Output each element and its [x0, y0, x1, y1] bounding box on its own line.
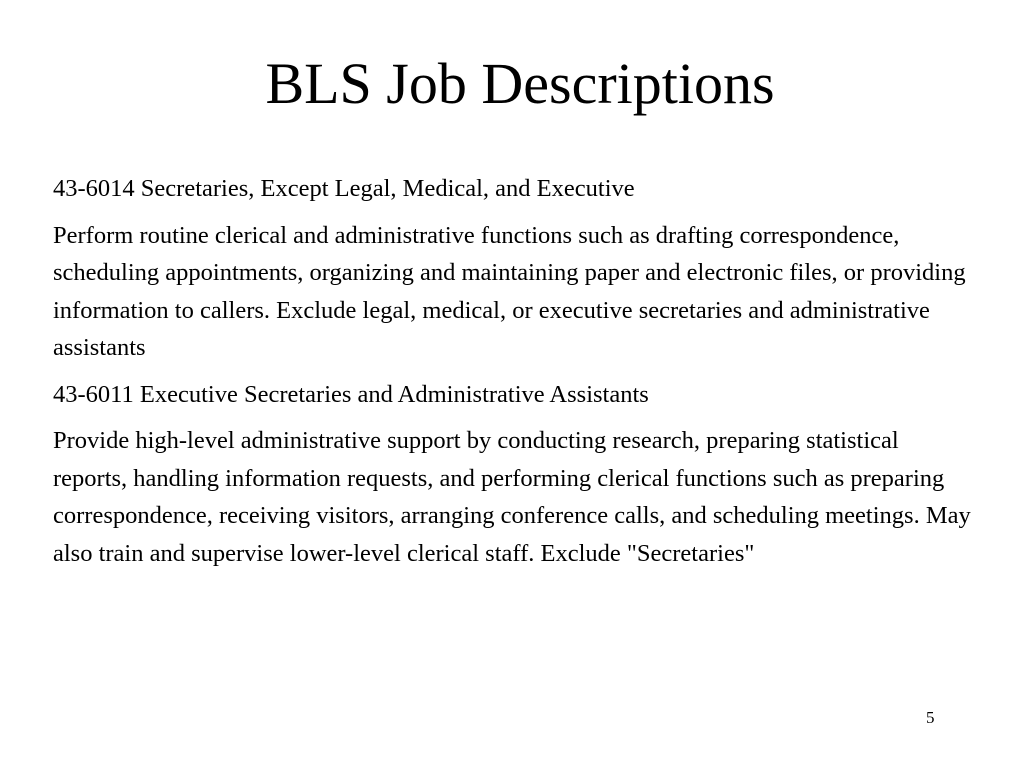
occupation-description: Perform routine clerical and administrative functions such as drafting correspondence, scheduling appointments, organizing and maintaining paper and electronic files, or providing information to callers. Exclude legal, medical, or executive secretaries and administrative assistants: [53, 221, 966, 361]
occupation-code-heading: 43-6011 Executive Secretaries and Administrative Assistants: [53, 380, 649, 408]
slide-title: BLS Job Descriptions: [265, 51, 775, 116]
occupation-description: Provide high-level administrative support by conducting research, preparing statistical reports, handling information requests, and performing clerical functions such as preparing correspondence, receiving visitors, arranging conference calls, and scheduling meetings. May also train and supervise lower-level clerical staff. Exclude "Secretaries": [53, 427, 971, 567]
page-number: 5: [926, 708, 935, 727]
occupation-code-heading: 43-6014 Secretaries, Except Legal, Medical, and Executive: [53, 175, 635, 202]
slide-body: [53, 170, 973, 581]
